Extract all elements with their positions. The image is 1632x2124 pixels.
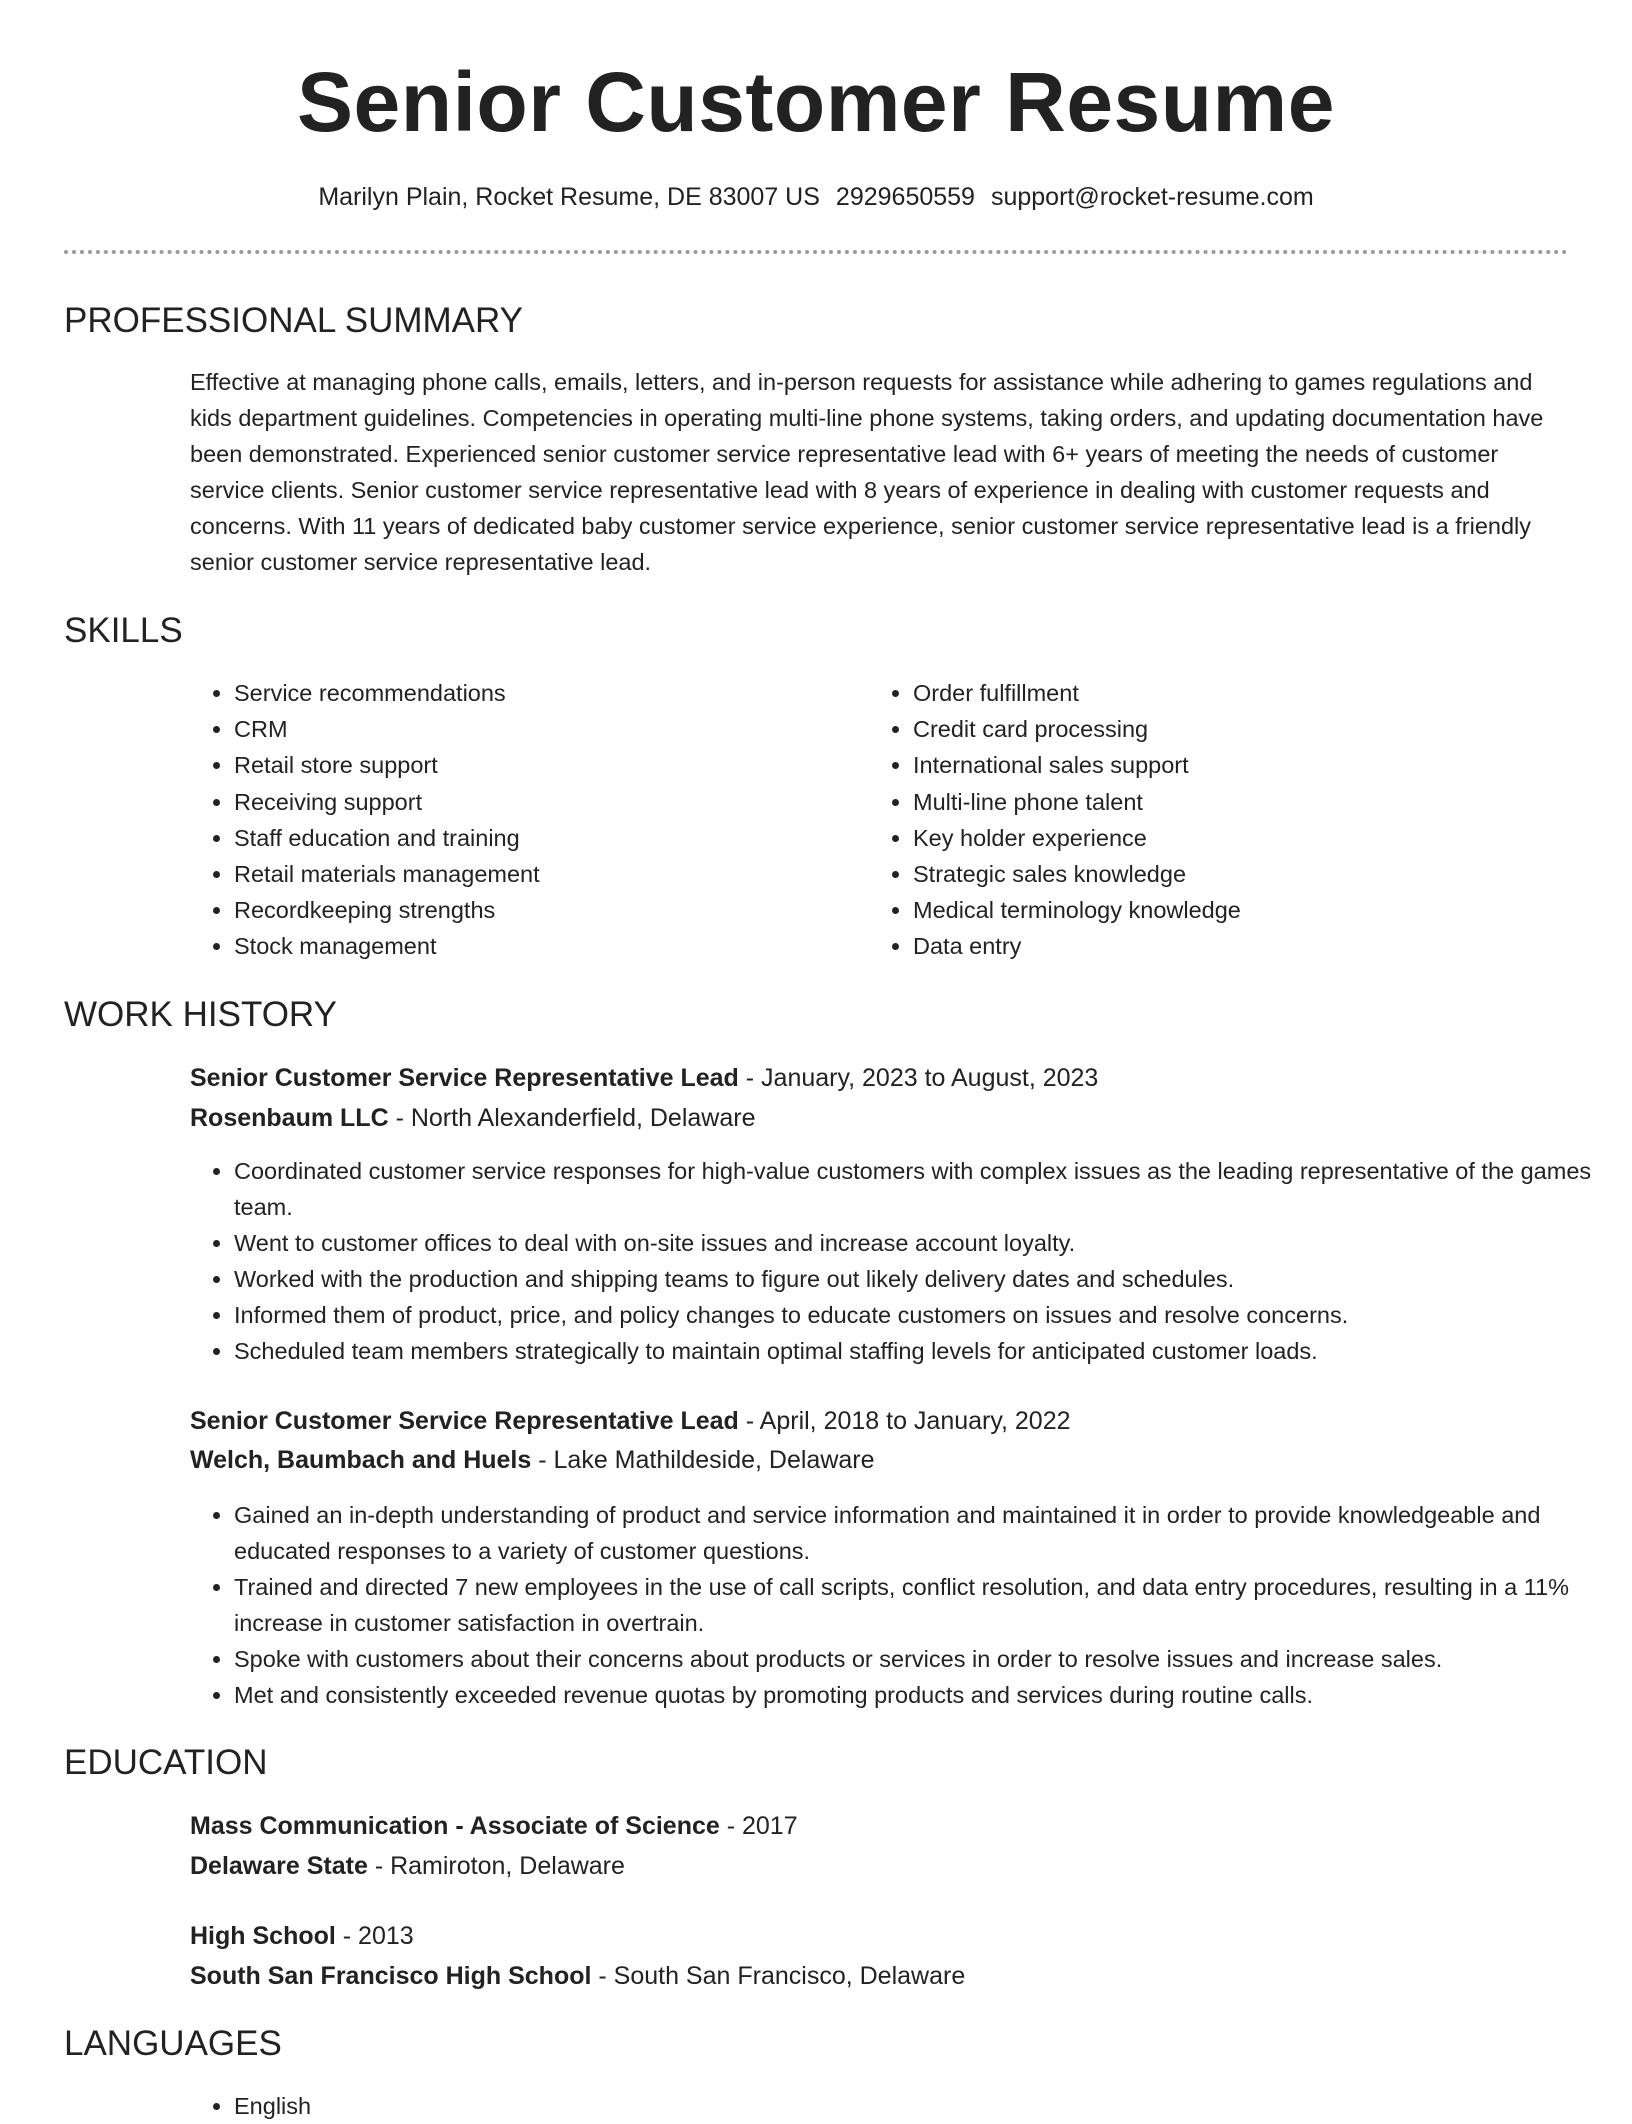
- job-bullet: • Worked with the production and shipping teams to figure out likely delivery dates and schedules.: [234, 1261, 1614, 1297]
- skill-item: • Recordkeeping strengths: [234, 892, 540, 928]
- language-item: • English: [234, 2088, 311, 2124]
- languages-heading: LANGUAGES: [64, 2024, 282, 2063]
- skill-item: • Key holder experience: [913, 820, 1241, 856]
- education-location: - Ramiroton, Delaware: [367, 1852, 625, 1880]
- job-bullet: • Gained an in-depth understanding of product and service information and maintained it in order to provide knowledgeable and educated responses to a variety of customer questions.: [234, 1497, 1614, 1569]
- job-dates: - January, 2023 to August, 2023: [738, 1064, 1099, 1092]
- skills-list-left: [190, 675, 540, 965]
- skill-item: • Staff education and training: [234, 820, 540, 856]
- skill-item: • Data entry: [913, 928, 1241, 964]
- languages-list: [190, 2088, 311, 2124]
- skills-list-right: [869, 675, 1241, 965]
- contact-line: [0, 180, 1632, 214]
- education-location: - South San Francisco, Delaware: [591, 1962, 966, 1990]
- skill-item: • International sales support: [913, 747, 1241, 783]
- contact-address: Marilyn Plain, Rocket Resume, DE 83007 US: [318, 183, 820, 211]
- job-bullet: • Scheduled team members strategically to maintain optimal staffing levels for anticipated customer loads.: [234, 1333, 1614, 1369]
- job-bullet: • Went to customer offices to deal with on-site issues and increase account loyalty.: [234, 1225, 1614, 1261]
- job-bullet: • Trained and directed 7 new employees in the use of call scripts, conflict resolution, and data entry procedures, resulting in a 11% increase in customer satisfaction in overtrain.: [234, 1569, 1614, 1641]
- job-title-line: [190, 1404, 1071, 1438]
- skill-item: • Medical terminology knowledge: [913, 892, 1241, 928]
- job-bullets: [190, 1153, 1614, 1369]
- skill-item: • Retail materials management: [234, 856, 540, 892]
- skills-heading: SKILLS: [64, 611, 183, 650]
- job-location: - Lake Mathildeside, Delaware: [531, 1446, 875, 1474]
- education-school-line: [190, 1849, 625, 1883]
- education-degree: Mass Communication - Associate of Science: [190, 1812, 720, 1840]
- job-bullet: • Coordinated customer service responses for high-value customers with complex issues as the leading representative of the games team.: [234, 1153, 1614, 1225]
- job-title-line: [190, 1061, 1098, 1095]
- education-degree-line: [190, 1809, 798, 1843]
- job-company-line: [190, 1443, 875, 1477]
- job-bullet: • Informed them of product, price, and policy changes to educate customers on issues and resolve concerns.: [234, 1297, 1614, 1333]
- skill-item: • Multi-line phone talent: [913, 784, 1241, 820]
- education-year: - 2017: [719, 1812, 798, 1840]
- job-title: Senior Customer Service Representative Lead: [190, 1064, 739, 1092]
- job-dates: - April, 2018 to January, 2022: [738, 1407, 1071, 1435]
- job-title: Senior Customer Service Representative Lead: [190, 1407, 739, 1435]
- work-heading: WORK HISTORY: [64, 995, 337, 1034]
- resume-title: Senior Customer Resume: [297, 55, 1335, 149]
- education-year: - 2013: [335, 1922, 414, 1950]
- skill-item: • Service recommendations: [234, 675, 540, 711]
- skill-item: • Stock management: [234, 928, 540, 964]
- job-bullet: • Met and consistently exceeded revenue quotas by promoting products and services during routine calls.: [234, 1677, 1614, 1713]
- education-heading: EDUCATION: [64, 1743, 268, 1782]
- education-school: Delaware State: [190, 1852, 368, 1880]
- education-degree: High School: [190, 1922, 336, 1950]
- contact-email: support@rocket-resume.com: [990, 183, 1314, 211]
- skill-item: • Retail store support: [234, 747, 540, 783]
- job-bullets: [190, 1497, 1614, 1713]
- job-company-line: [190, 1101, 755, 1135]
- education-degree-line: [190, 1919, 414, 1953]
- summary-text: Effective at managing phone calls, emails, letters, and in-person requests for assistance while adhering to games regulations and kids department guidelines. Competencies in operating multi-line phone systems, taking orders, and updating documentation have been demonstrated. Experienced senior customer service representative lead with 6+ years of meeting the needs of customer service clients. Senior customer service representative lead with 8 years of experience in dealing with customer requests and concerns. With 11 years of dedicated baby customer service experience, senior customer service representative lead is a friendly senior customer service representative lead.: [190, 369, 1544, 575]
- job-company: Rosenbaum LLC: [190, 1104, 389, 1132]
- skill-item: • CRM: [234, 711, 540, 747]
- job-location: - North Alexanderfield, Delaware: [388, 1104, 756, 1132]
- skill-item: • Strategic sales knowledge: [913, 856, 1241, 892]
- skill-item: • Receiving support: [234, 784, 540, 820]
- job-bullet: • Spoke with customers about their concerns about products or services in order to resolve issues and increase sales.: [234, 1641, 1614, 1677]
- education-school: South San Francisco High School: [190, 1962, 592, 1990]
- skill-item: • Order fulfillment: [913, 675, 1241, 711]
- education-school-line: [190, 1959, 965, 1993]
- skill-item: • Credit card processing: [913, 711, 1241, 747]
- summary-heading: PROFESSIONAL SUMMARY: [64, 301, 523, 340]
- job-company: Welch, Baumbach and Huels: [190, 1446, 532, 1474]
- header-divider: [64, 250, 1568, 254]
- contact-phone: 2929650559: [835, 183, 975, 211]
